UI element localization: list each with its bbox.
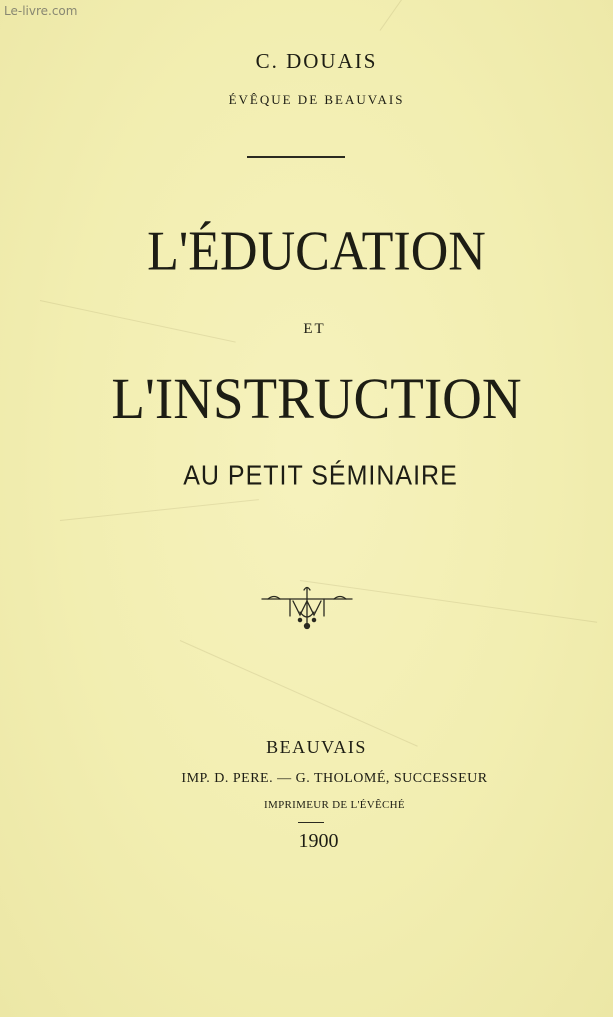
paper-scratch (60, 499, 259, 521)
imprint-printer: IMP. D. PERE. — G. THOLOMÉ, SUCCESSEUR (181, 771, 488, 786)
subtitle: AU PETIT SÉMINAIRE (183, 460, 458, 492)
imprint-divider (298, 822, 324, 823)
author-name: C. DOUAIS (255, 49, 378, 73)
title-line-2: L'INSTRUCTION (111, 366, 522, 431)
imprint-printer-title: IMPRIMEUR DE L'ÉVÊCHÉ (264, 799, 405, 811)
paper-scratch (380, 0, 450, 31)
floral-ornament-icon (260, 582, 354, 632)
title-line-1: L'ÉDUCATION (147, 220, 486, 283)
paper-scratch (180, 640, 418, 747)
author-title: ÉVÊQUE DE BEAUVAIS (228, 92, 405, 107)
watermark: Le-livre.com (4, 4, 78, 18)
title-conjunction: ET (303, 321, 326, 337)
divider (247, 156, 345, 158)
imprint-year: 1900 (298, 830, 339, 852)
imprint-city: BEAUVAIS (266, 737, 367, 757)
